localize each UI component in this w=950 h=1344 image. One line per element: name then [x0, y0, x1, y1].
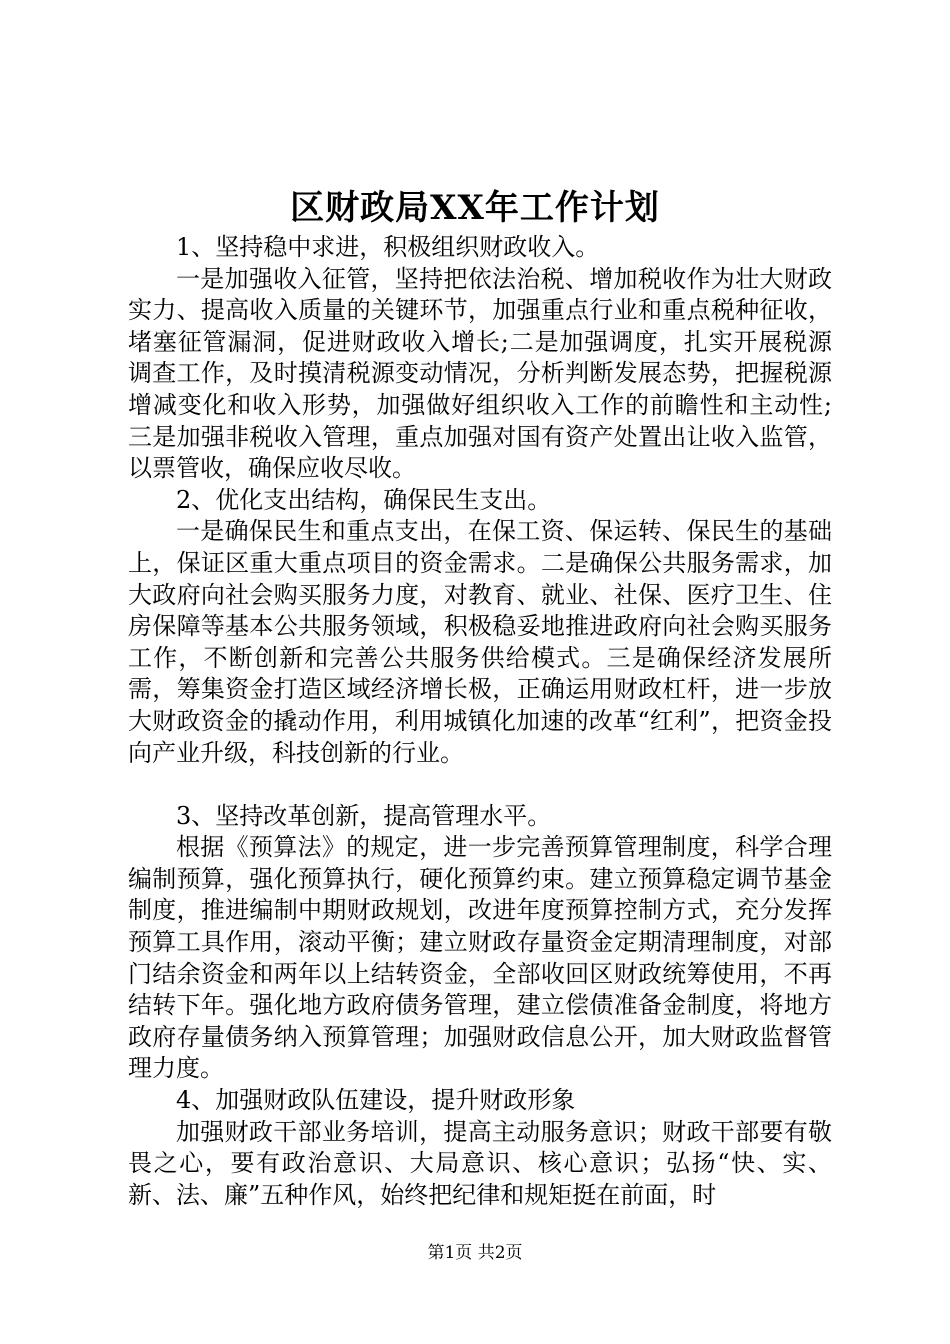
- section-2-body: 一是确保民生和重点支出，在保工资、保运转、保民生的基础上，保证区重大重点项目的资金需求。二是确保公共服务需求，加大政府向社会购买服务力度，对教育、就业、社保、医疗卫生、住房保障等基本公共服务领域，积极稳妥地推进政府向社会购买服务工作，不断创新和完善公共服务供给模式。三是确保经济发展所需，筹集资金打造区域经济增长极，正确运用财政杠杆，进一步放大财政资金的撬动作用，利用城镇化加速的改革“红利”，把资金投向产业升级，科技创新的行业。: [128, 517, 832, 767]
- document-body: [128, 232, 832, 1211]
- section-2-heading: 2、优化支出结构，确保民生支出。: [176, 485, 552, 514]
- document-title: 区财政局XX年工作计划: [290, 188, 660, 228]
- page-number: 第1页 共2页: [427, 1243, 523, 1263]
- section-1-body: 一是加强收入征管，坚持把依法治税、增加税收作为壮大财政实力、提高收入质量的关键环节，加强重点行业和重点税种征收，堵塞征管漏洞，促进财政收入增长;二是加强调度，扎实开展税源调查工作，及时摸清税源变动情况，分析判断发展态势，把握税源增减变化和收入形势，加强做好组织收入工作的前瞻性和主动性;三是加强非税收入管理，重点加强对国有资产处置出让收入监管，以票管收，确保应收尽收。: [128, 264, 832, 483]
- section-3-heading: 3、坚持改革创新，提高管理水平。: [176, 801, 552, 830]
- section-3-body: 根据《预算法》的规定，进一步完善预算管理制度，科学合理编制预算，强化预算执行，硬化预算约束。建立预算稳定调节基金制度，推进编制中期财政规划，改进年度预算控制方式，充分发挥预算工具作用，滚动平衡；建立财政存量资金定期清理制度，对部门结余资金和两年以上结转资金，全部收回区财政统筹使用，不再结转下年。强化地方政府债务管理，建立偿债准备金制度，将地方政府存量债务纳入预算管理；加强财政信息公开，加大财政监督管理力度。: [128, 833, 832, 1083]
- section-1-heading: 1、坚持稳中求进，积极组织财政收入。: [176, 233, 600, 261]
- section-4-body: 加强财政干部业务培训，提高主动服务意识；财政干部要有敬畏之心，要有政治意识、大局意识、核心意识；弘扬“快、实、新、法、廉”五种作风，始终把纪律和规矩挺在前面，时: [128, 1117, 832, 1209]
- section-4-heading: 4、加强财政队伍建设，提升财政形象: [176, 1086, 576, 1115]
- paragraph-spacer: [128, 769, 832, 801]
